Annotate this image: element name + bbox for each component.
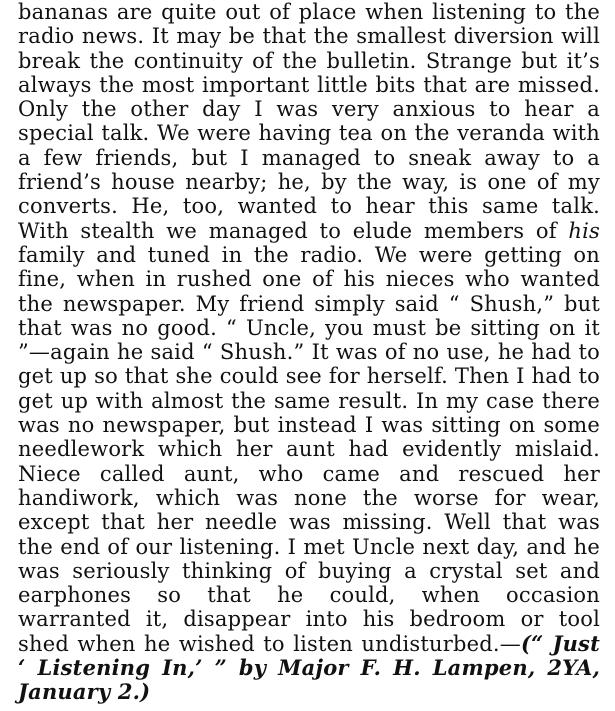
article-text-part-1: bananas are quite out of place when listening to the radio news. It may be that the smallest diversion will break the continuity of the bulletin. Strange but it’s always the most important little bits that are missed. Only the other day I was very anxious to hear a special talk. We were having tea on the veranda with a few friends, but I managed to sneak away to a friend’s house nearby; he, by the way, is one of my converts. He, too, wanted to hear this same talk. With stealth we managed to elude members of [18, 0, 600, 243]
article-paragraph [18, 0, 600, 705]
article-body [18, 0, 600, 705]
article-text-part-2: family and tuned in the radio. We were getting on fine, when in rushed one of his nieces who wanted the newspaper. My friend simply said “ Shush,” but that was no good. “ Uncle, you must be sitting on it ”—again he said “ Shush.” It was of no use, he had to get up so that she could see for herself. Then I had to get up with almost the same result. In my case there was no newspaper, but instead I was sitting on some needlework which her aunt had evidently mislaid. Niece called aunt, who came and rescued her handiwork, which was none the worse for wear, except that her needle was missing. Well that was the end of our listening. I met Uncle next day, and he was seriously thinking of buying a crystal set and earphones so that he could, when occasion warranted it, disappear into his bedroom or tool shed when he wished to listen undisturbed.— [18, 242, 600, 656]
article-citation: (“ Just ‘ Listening In,’ ” by Major F. H. Lampen, 2YA, January 2.) [18, 630, 600, 705]
emphasis-his: his [568, 218, 600, 243]
